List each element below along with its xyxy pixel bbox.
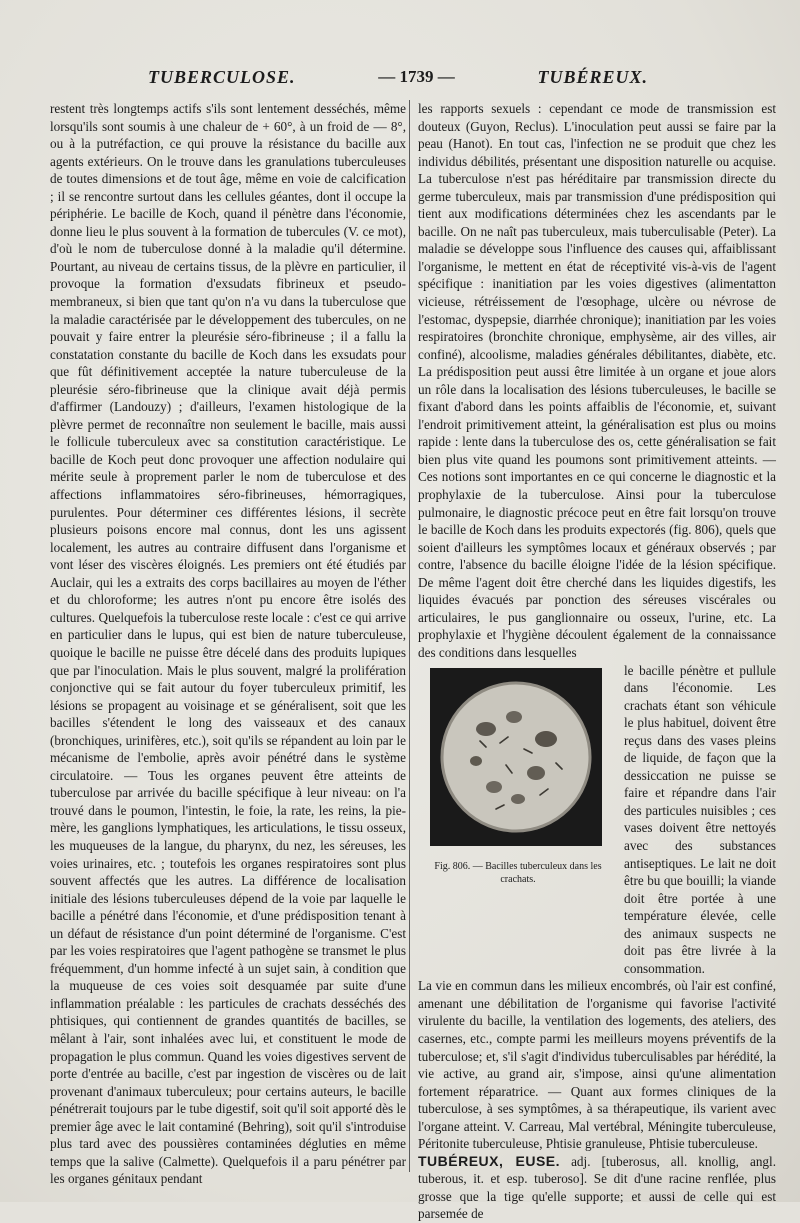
left-column: [50, 100, 406, 1188]
right-column-text-top: les rapports sexuels : cependant ce mode de transmission est douteux (Guyon, Reclus). L'inoculation peut aussi se faire par la peau (Hanot). En tout cas, l'infection ne se produit que chez les individus débilités, présentant une disposition naturelle ou acquise. La tuberculose n'est pas héréditaire par transmission directe du germe tuberculeux, mais par transmission d'une prédisposition qui tient aux modifications déterminées chez les ascendants par le bacille. On ne naît pas tuberculeux, mais tuberculisable (Peter). La maladie se développe sous l'influence des causes qui, affaiblissant l'organisme, le mettent en état de réceptivité vis-à-vis de l'agent spécifique : inanitiation par les voies digestives (alimentatton vicieuse, rétréissement de l'œsophage, ulcère ou névrose de l'estomac, dyspepsie, diarrhée chronique); inanitiation par les voies respiratoires (bronchite chronique, emphysème, air des villes, air confiné), alcoolisme, maladies générales débilitantes, diabète, etc. La prédisposition peut aussi être limitée à un organe et joue alors un rôle dans la localisation des lésions tuberculeuses, le bacille se fixant d'abord dans les points affaiblis de l'économie, et, suivant l'endroit primitivement atteint, la généralisation est plus ou moins rapide : lente dans la tuberculose des os, cette généralisation se fait bien plus vite quand les poumons sont primitivement atteints. — Ces notions sont importantes en ce qui concerne le diagnostic et la prophylaxie de la tuberculose. Ainsi pour la tuberculose pulmonaire, le diagnostic précoce peut en être fait lorsqu'on trouve le bacille de Koch dans les produits expectorés (fig. 806), quels que soient d'ailleurs les symptômes locaux et généraux observés ; par contre, l'absence du bacille éloigne l'idée de la lésion spécifique. De même l'agent doit être cherché dans les liquides digestifs, les liquides évacués par ponction des séreuses viscérales ou articulaires, le pus ganglionnaire ou osseux, l'urine, etc. La prophylaxie et l'hygiène découlent également de la connaissance des conditions dans lesquelles: [418, 101, 776, 660]
entry-definition: adj. [tuberosus, all. knollig, angl. tuberous, it. et esp. tuberoso]. Se dit d'une racine renflée, plus grosse que la tige qu'elle supporte; et aussi de celle qui est parsemée de: [418, 1153, 776, 1222]
running-header: [148, 62, 648, 92]
right-column-text-bottom: La vie en commun dans les milieux encombrés, où l'air est confiné, amenant une débilitation de l'organisme qui favorise l'activité virulente du bacille, la ventilation des logements, des ateliers, des casernes, etc., compte parmi les meilleurs moyens préventifs de la tuberculose; et, s'il s'agit d'individus tuberculisables par hérédité, la vie active, au grand air, s'impose, ainsi qu'une alimentation fortement réparatrice. — Quant aux formes cliniques de la tuberculose, à ses symptômes, à sa thérapeutique, ils varient avec l'organe atteint. V. Carreau, Mal vertébral, Méningite tuberculeuse, Péritonite tuberculeuse, Phtisie granuleuse, Phtisie tuberculeuse.: [418, 978, 776, 1152]
header-right-word: TUBÉREUX.: [537, 66, 648, 87]
micrograph-disc: [436, 677, 596, 837]
figure-caption: Fig. 806. — Bacilles tuberculeux dans les crachats.: [434, 860, 602, 885]
right-column-wrap-text: le bacille pénètre et pullule dans l'économie. Les crachats étant son véhicule le plus habituel, doivent être reçus dans des vases pleins de liquide, de façon que la dessiccation ne puisse se faire et répandre dans l'air des particules nuisibles ; ces vases doivent être nettoyés avec des substances antiseptiques. Le lait ne doit être bu que bouilli; la viande doit être portée à une température élevée, celle des animaux suspects ne doit pas être livrée à la consommation.: [624, 662, 776, 976]
micrograph-image: [430, 668, 602, 846]
right-column: [418, 100, 776, 1223]
left-column-text: restent très longtemps actifs s'ils sont lentement desséchés, même lorsqu'ils sont soumis à une chaleur de + 60°, à un froid de — 8°, ou à la putréfaction, ce qui prouve la résistance du bacille aux agents extérieurs. On le trouve dans les granulations tuberculeuses de toutes dimensions et de tout âge, même en voie de calcification ; il se rencontre surtout dans les cellules géantes, dont il occupe la périphérie. Le bacille de Koch, quand il pénètre dans l'économie, donne lieu le plus souvent à la formation de tubercules (V. ce mot), d'où le nom de tuberculose donné à la maladie qu'il détermine. Pourtant, au niveau de certains tissus, de la plèvre en particulier, il provoque la formation d'exsudats fibrineux et pseudo-membraneux, si bien que tant qu'on n'a vu dans la tuberculose que la maladie caractérisée par le développement des tubercules, on ne pouvait y faire entrer la pleurésie séro-fibrineuse ; il a fallu la constatation constante du bacille de Koch dans les exsudats pour que fût définitivement acceptée la nature tuberculeuse de la pleurésie séro-fibrineuse que la clinique avait déjà permis d'affirmer (Landouzy) ; d'ailleurs, l'examen histologique de la plèvre permet de reconnaître non seulement le bacille, mais aussi le follicule tuberculeux avec sa constitution caractéristique. Le bacille de Koch peut donc provoquer une affection nodulaire qui mérite seule à proprement parler le nom de tuberculose et des affections inflammatoires séro-fibrineuses, hémorragiques, purulentes. Pour déterminer ces différentes lésions, il secrète plusieurs poisons encore mal connus, dont les uns agissent localement, les autres au contraire diffusent dans l'organisme et vont léser des viscères éloignés. Les premiers ont été étudiés par Auclair, qui les a extraits des corps bacillaires au moyen de l'éther et du chloroforme; les autres n'ont pu encore être isolés des cultures. Quelquefois la tuberculose reste locale : c'est ce qui arrive en particulier dans le lupus, qui est bien de nature tuberculeuse, quoique le bacille ne puisse être décelé dans des produits lupiques que par l'inoculation. Mais le plus souvent, malgré la prolifération conjonctive qui se fait autour du foyer tuberculeux primitif, les lésions se propagent au voisinage et se généralisent, soit que les bacilles s'étendent le long des vaisseaux et des canaux (bronchiques, urinifères, etc.), soit qu'ils se répandent au loin par le mécanisme de l'embolie, après avoir pénétré dans le système circulatoire. — Tous les organes peuvent être atteints de tuberculose par arrivée du bacille spécifique à leur niveau: on l'a trouvé dans le poumon, l'intestin, le foie, la rate, les reins, la pie-mère, les ganglions lymphatiques, les articulations, le tissu osseux, les muqueuses de la langue, du pharynx, du nez, les séreuses, les voies urinaires, etc. ; toutefois les organes respiratoires sont plus souvent affectés que les autres. La différence de localisation initiale des lésions tuberculeuses dépend de la voie par laquelle le bacille a pénétré dans l'économie, et d'une prédisposition tenant à un défaut de résistance d'un point déterminé de l'organisme. C'est par les voies respiratoires que l'agent pathogène se transmet le plus fréquemment, d'un homme infecté à un sujet sain, à condition que la muqueuse de ces voies soit desquamée par suite d'une inflammation préalable : les particules de crachats desséchés des phtisiques, qui contiennent de grandes quantités de bacilles, se mêlant à l'air, sont inhalées avec lui, et constituent le mode de propagation le plus commun. Quand les voies digestives servent de porte d'entrée au bacille, c'est par ingestion de viscères ou de lait provenant d'animaux tuberculeux; pour certains auteurs, le bacille pénétrerait toujours par le tube digestif, soit qu'il soit apporté dès le premier âge avec le lait contaminé (Behring), soit qu'il s'introduise plus tard avec des poussières contaminées dégluties en même temps que la salive (Calmette). Quelquefois il a paru pénétrer par les organes génitaux pendant: [50, 101, 406, 1187]
figure-806: [418, 668, 610, 886]
dictionary-entry: [418, 1153, 776, 1223]
page-number: — 1739 —: [378, 67, 455, 86]
entry-headword: TUBÉREUX, EUSE.: [418, 1152, 561, 1169]
figure-block: [418, 662, 776, 978]
column-divider: [409, 100, 410, 1172]
header-left-word: TUBERCULOSE.: [148, 66, 296, 87]
